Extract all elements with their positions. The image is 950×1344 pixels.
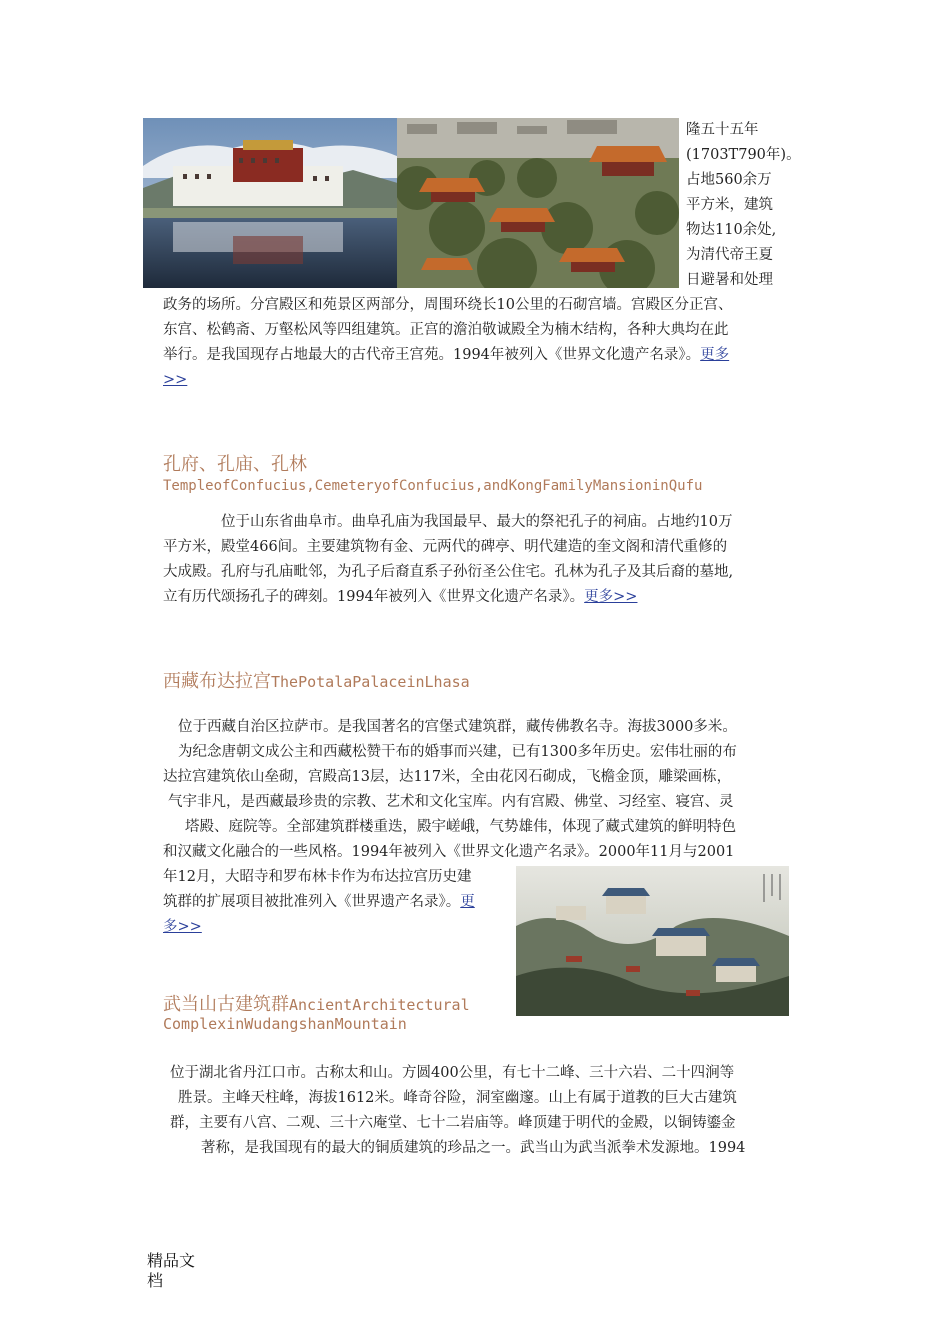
wudang-line: 群，主要有八宫、二观、三十六庵堂、七十二岩庙等。峰顶建于明代的金殿，以铜铸鎏金 [170,1115,736,1131]
potala-line [163,891,475,913]
potala-line: 达拉宫建筑依山垒砌，宫殿高13层，达117米，全由花冈石砌成，飞檐金顶，雕梁画栋， [163,769,732,785]
chengde-side-line: 日避暑和处理 [686,272,773,288]
chengde-temple-photo [397,118,679,288]
wudang-title: 武当山古建筑群 [163,994,289,1015]
potala-more-line [163,916,202,938]
confucius-more-link[interactable]: 更多>> [584,589,638,605]
wudang-line: 位于湖北省丹江口市。古称太和山。方圆400公里，有七十二峰、三十六岩、二十四涧等 [170,1065,735,1081]
confucius-text: 立有历代颂扬孔子的碑刻。1994年被列入《世界文化遗产名录》。 [163,589,585,605]
chengde-side-line: 为清代帝王夏 [686,247,773,263]
chengde-side-line: 物达110余处, [686,222,777,238]
potala-line: 为纪念唐朝文成公主和西藏松赞干布的婚事而兴建，已有1300多年历史。宏伟壮丽的布 [178,744,737,760]
confucius-title: 孔府、孔庙、孔林 [163,454,307,475]
chengde-body-line: 东宫、松鹤斋、万壑松风等四组建筑。正宫的澹泊敬诚殿全为楠木结构，各种大典均在此 [163,322,729,338]
chengde-side-line: (1703T790年)。 [686,147,801,163]
confucius-line: 平方米，殿堂466间。主要建筑物有金、元两代的碑亭、明代建造的奎文阁和清代重修的 [163,539,728,555]
potala-title-row [163,667,470,693]
confucius-line: 大成殿。孔府与孔庙毗邻，为孔子后裔直系子孙衍圣公住宅。孔林为孔子及其后裔的墓地, [163,564,734,580]
potala-more-link[interactable]: 更 [460,894,475,910]
chengde-side-line: 平方米，建筑 [686,197,773,213]
chengde-more-line [163,369,187,391]
potala-reflection-photo [143,118,401,288]
wudang-title-row [163,990,470,1016]
potala-title: 西藏布达拉宫 [163,671,271,692]
potala-line: 气宇非凡，是西藏最珍贵的宗教、艺术和文化宝库。内有宫殿、佛堂、习经室、寝宫、灵 [168,794,734,810]
chengde-more-link-arrows[interactable]: >> [163,372,188,388]
wudang-aerial-photo [516,866,789,1016]
potala-subtitle: ThePotalaPalaceinLhasa [271,673,470,691]
chengde-side-line: 占地560余万 [686,172,772,188]
chengde-body-text: 举行。是我国现存占地最大的古代帝王宫苑。1994年被列入《世界文化遗产名录》。 [163,347,701,363]
wudang-line: 胜景。主峰天柱峰，海拔1612米。峰奇谷险，洞室幽邃。山上有属于道教的巨大古建筑 [178,1090,737,1106]
potala-more-link-arrows[interactable]: 多>> [163,919,202,935]
confucius-line [163,586,637,608]
chengde-more-link[interactable]: 更多 [700,347,730,363]
chengde-side-line: 隆五十五年 [686,122,759,138]
potala-line: 塔殿、庭院等。全部建筑群楼重迭，殿宇嵯峨，气势雄伟，体现了藏式建筑的鲜明特色 [185,819,736,835]
confucius-line: 位于山东省曲阜市。曲阜孔庙为我国最早、最大的祭祀孔子的祠庙。占地约10万 [221,514,733,530]
potala-line: 年12月，大昭寺和罗布林卡作为布达拉宫历史建 [163,869,472,885]
wudang-subtitle-1: AncientArchitectural [289,996,470,1014]
chengde-body-line [163,344,729,366]
potala-line: 和汉藏文化融合的一些风格。1994年被列入《世界文化遗产名录》。2000年11月与2001 [163,844,735,860]
chengde-body-line: 政务的场所。分宫殿区和苑景区两部分，周围环绕长10公里的石砌宫墙。宫殿区分正宫、 [163,297,733,313]
potala-line: 位于西藏自治区拉萨市。是我国著名的宫堡式建筑群，藏传佛教名寺。海拔3000多米。 [178,719,737,735]
footer-line-1: 精品文 [147,1251,196,1270]
footer-watermark [147,1251,195,1291]
footer-line-2: 档 [147,1271,164,1290]
confucius-subtitle: TempleofConfucius,CemeteryofConfucius,andKongFamilyMansioninQufu [163,478,703,494]
wudang-line: 著称，是我国现有的最大的铜质建筑的珍品之一。武当山为武当派拳术发源地。1994 [201,1140,746,1156]
potala-text: 筑群的扩展项目被批准列入《世界遗产名录》。 [163,894,461,910]
wudang-subtitle-2: ComplexinWudangshanMountain [163,1015,407,1033]
